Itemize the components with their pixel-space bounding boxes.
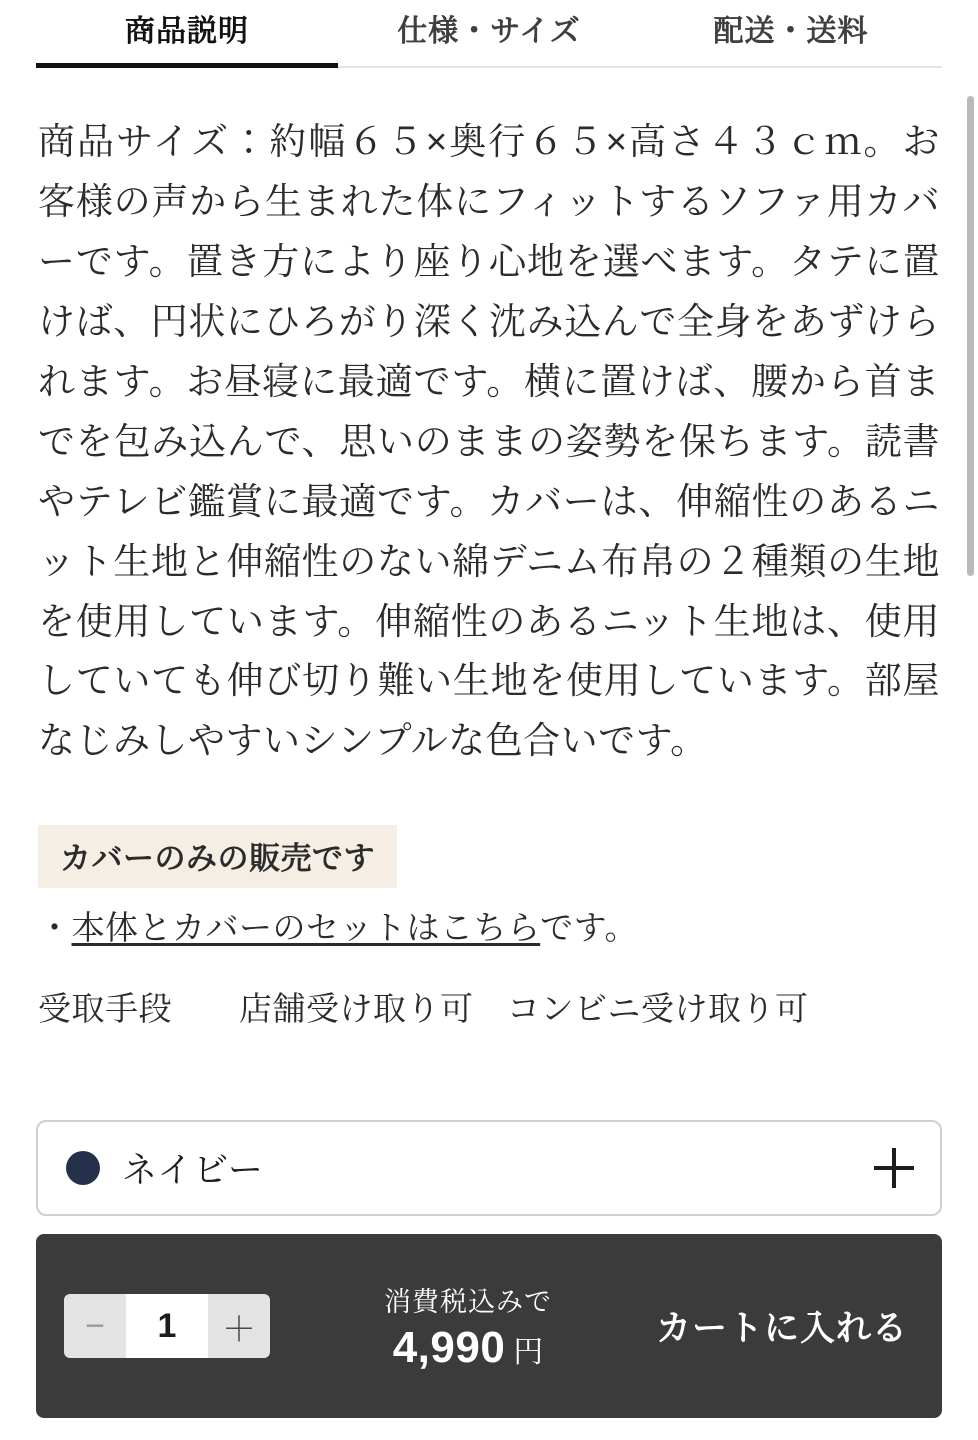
note-bullet-suffix: です。: [540, 909, 639, 947]
quantity-increase-button[interactable]: ＋: [208, 1294, 270, 1358]
price-block: [270, 1280, 656, 1373]
set-product-link[interactable]: 本体とカバーのセットはこちら: [71, 909, 541, 947]
quantity-stepper: [64, 1294, 270, 1358]
cover-only-note: [38, 825, 940, 949]
quantity-decrease-button[interactable]: −: [64, 1294, 126, 1358]
variant-selector[interactable]: [36, 1120, 942, 1216]
vertical-scrollbar[interactable]: [967, 96, 974, 576]
tab-spec-size[interactable]: 仕様・サイズ: [397, 15, 581, 48]
note-bullet: [38, 902, 940, 949]
add-to-cart-button[interactable]: カートに入れる: [656, 1301, 914, 1351]
variant-left: [66, 1143, 264, 1193]
description-text: 商品サイズ：約幅６５×奥行６５×高さ４３ｃｍ。お客様の声から生まれた体にフィットするソファ用カバーです。置き方により座り心地を選べます。タテに置けば、円状にひろがり深く沈み込んで全身をあずけられます。お昼寝に最適です。横に置けば、腰から首までを包み込んで、思いのままの姿勢を保ちます。読書やテレビ鑑賞に最適です。カバーは、伸縮性のあるニット生地と伸縮性のない綿デニム布帛の２種類の生地を使用しています。伸縮性のあるニット生地は、使用していても伸び切り難い生地を使用しています。部屋なじみしやすいシンプルな色合いです。: [38, 121, 940, 762]
add-to-cart-bar: [36, 1234, 942, 1418]
price-amount: 4,990: [392, 1322, 506, 1372]
pickup-method-line-partial: 受取手段 店舗受け取り可 コンビニ受け取り可: [38, 990, 809, 1028]
price-caption: 消費税込みで: [383, 1286, 552, 1317]
variant-label: ネイビー: [122, 1151, 264, 1190]
quantity-value[interactable]: 1: [126, 1294, 208, 1358]
tab-description[interactable]: 商品説明: [36, 6, 338, 66]
plus-icon[interactable]: [874, 1148, 914, 1188]
tab-shipping[interactable]: 配送・送料: [713, 15, 869, 48]
color-swatch-icon: [66, 1151, 100, 1185]
product-tabbar: [36, 0, 942, 68]
note-bullet-prefix: ・: [38, 909, 72, 947]
description-section: [0, 68, 978, 1030]
price-row: [280, 1323, 656, 1373]
note-heading: カバーのみの販売です: [38, 825, 397, 888]
price-unit: 円: [513, 1335, 544, 1369]
purchase-bar: [0, 1120, 978, 1440]
